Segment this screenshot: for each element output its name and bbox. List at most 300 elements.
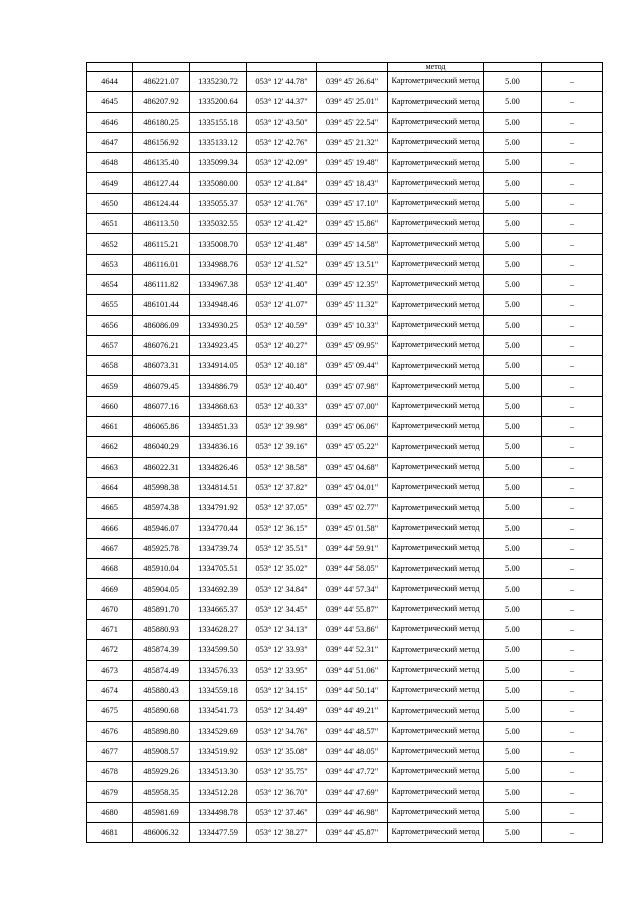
cell-longitude: 039° 45' 26.64" bbox=[317, 72, 388, 92]
cell-note: – bbox=[542, 173, 603, 193]
cell-y-coordinate: 1334923.45 bbox=[190, 335, 247, 355]
cell-note: – bbox=[542, 132, 603, 152]
coordinates-sheet bbox=[86, 62, 603, 843]
cell-note: – bbox=[542, 335, 603, 355]
cell-accuracy: 5.00 bbox=[484, 822, 542, 842]
cell-note: – bbox=[542, 741, 603, 761]
cell-note: – bbox=[542, 295, 603, 315]
table-row bbox=[87, 518, 603, 538]
cell-longitude: 039° 45' 14.58" bbox=[317, 234, 388, 254]
cell-longitude: 039° 45' 17.10" bbox=[317, 193, 388, 213]
table-row bbox=[87, 498, 603, 518]
cell-note: – bbox=[542, 538, 603, 558]
cell-method: Картометрический метод bbox=[388, 132, 484, 152]
cell-accuracy: 5.00 bbox=[484, 741, 542, 761]
cell-latitude: 053° 12' 40.18" bbox=[247, 356, 317, 376]
cell-x-coordinate: 485880.93 bbox=[133, 620, 190, 640]
cell-latitude: 053° 12' 34.49" bbox=[247, 701, 317, 721]
cell-method: Картометрический метод bbox=[388, 579, 484, 599]
cell-latitude: 053° 12' 34.84" bbox=[247, 579, 317, 599]
table-body bbox=[87, 63, 603, 843]
cell-method: Картометрический метод bbox=[388, 721, 484, 741]
cell-latitude: 053° 12' 34.76" bbox=[247, 721, 317, 741]
cell-x-coordinate: 486221.07 bbox=[133, 72, 190, 92]
cell-point-number: 4651 bbox=[87, 214, 133, 234]
cell-point-number: 4654 bbox=[87, 274, 133, 294]
cell-y-coordinate: 1334967.38 bbox=[190, 274, 247, 294]
cell-method: Картометрический метод bbox=[388, 417, 484, 437]
cell-y-coordinate: 1334988.76 bbox=[190, 254, 247, 274]
cell-accuracy: 5.00 bbox=[484, 437, 542, 457]
table-row bbox=[87, 132, 603, 152]
table-row bbox=[87, 741, 603, 761]
cell-point-number: 4657 bbox=[87, 335, 133, 355]
cell-longitude: 039° 44' 52.31" bbox=[317, 640, 388, 660]
cell-note: – bbox=[542, 640, 603, 660]
cell-latitude: 053° 12' 43.50" bbox=[247, 112, 317, 132]
cell-method: Картометрический метод bbox=[388, 214, 484, 234]
cell-point-number: 4648 bbox=[87, 153, 133, 173]
cell-y-coordinate: 1334477.59 bbox=[190, 822, 247, 842]
cell-accuracy: 5.00 bbox=[484, 518, 542, 538]
cell-latitude: 053° 12' 41.07" bbox=[247, 295, 317, 315]
table-row bbox=[87, 335, 603, 355]
cell-longitude: 039° 44' 53.86" bbox=[317, 620, 388, 640]
cell-longitude: 039° 45' 02.77" bbox=[317, 498, 388, 518]
cell-method: Картометрический метод bbox=[388, 620, 484, 640]
cell-longitude: 039° 44' 49.21" bbox=[317, 701, 388, 721]
table-row bbox=[87, 721, 603, 741]
cell-method: Картометрический метод bbox=[388, 640, 484, 660]
table-row bbox=[87, 254, 603, 274]
cell-x-coordinate: 486156.92 bbox=[133, 132, 190, 152]
table-row bbox=[87, 72, 603, 92]
cell-point-number: 4652 bbox=[87, 234, 133, 254]
coordinates-table bbox=[86, 62, 603, 843]
table-row bbox=[87, 802, 603, 822]
cell-method: Картометрический метод bbox=[388, 437, 484, 457]
cell-longitude: 039° 45' 25.01" bbox=[317, 92, 388, 112]
cell-accuracy: 5.00 bbox=[484, 112, 542, 132]
cell-point-number: 4673 bbox=[87, 660, 133, 680]
cell-latitude: 053° 12' 41.84" bbox=[247, 173, 317, 193]
cell-x-coordinate: 486073.31 bbox=[133, 356, 190, 376]
cell-longitude: 039° 45' 19.48" bbox=[317, 153, 388, 173]
table-row bbox=[87, 680, 603, 700]
cell-note: – bbox=[542, 376, 603, 396]
cell-accuracy: 5.00 bbox=[484, 417, 542, 437]
table-row bbox=[87, 356, 603, 376]
cell-latitude: 053° 12' 41.48" bbox=[247, 234, 317, 254]
cell-note: – bbox=[542, 721, 603, 741]
cell-accuracy: 5.00 bbox=[484, 72, 542, 92]
cell-y-coordinate: 1334529.69 bbox=[190, 721, 247, 741]
cell-note: – bbox=[542, 234, 603, 254]
cell-x-coordinate: 486040.29 bbox=[133, 437, 190, 457]
cell-accuracy: 5.00 bbox=[484, 315, 542, 335]
table-row bbox=[87, 457, 603, 477]
cell-note: – bbox=[542, 559, 603, 579]
cell-point-number: 4655 bbox=[87, 295, 133, 315]
cell-method: Картометрический метод bbox=[388, 356, 484, 376]
cell-point-number: 4659 bbox=[87, 376, 133, 396]
cell-x-coordinate: 485958.35 bbox=[133, 782, 190, 802]
cell-y-coordinate: 1334692.39 bbox=[190, 579, 247, 599]
cell-point-number: 4675 bbox=[87, 701, 133, 721]
cell-accuracy: 5.00 bbox=[484, 599, 542, 619]
cell-y-coordinate: 1334868.63 bbox=[190, 396, 247, 416]
continued-row bbox=[87, 63, 603, 72]
cell-latitude: 053° 12' 33.95" bbox=[247, 660, 317, 680]
cell-longitude: 039° 45' 04.68" bbox=[317, 457, 388, 477]
table-row bbox=[87, 822, 603, 842]
cell-x-coordinate: 486006.32 bbox=[133, 822, 190, 842]
cell-latitude: 053° 12' 38.27" bbox=[247, 822, 317, 842]
cell-note: – bbox=[542, 762, 603, 782]
cell-x-coordinate: 485890.68 bbox=[133, 701, 190, 721]
cell-x-coordinate: 486076.21 bbox=[133, 335, 190, 355]
cell-method: Картометрический метод bbox=[388, 802, 484, 822]
cell-x-coordinate: 485891.70 bbox=[133, 599, 190, 619]
cell-latitude: 053° 12' 40.33" bbox=[247, 396, 317, 416]
cell-point-number: 4656 bbox=[87, 315, 133, 335]
cell-y-coordinate: 1334914.05 bbox=[190, 356, 247, 376]
cell-y-coordinate: 1334851.33 bbox=[190, 417, 247, 437]
cell-accuracy: 5.00 bbox=[484, 559, 542, 579]
cell-empty bbox=[542, 63, 603, 72]
table-row bbox=[87, 559, 603, 579]
cell-empty bbox=[190, 63, 247, 72]
cell-longitude: 039° 45' 21.32" bbox=[317, 132, 388, 152]
cell-x-coordinate: 485908.57 bbox=[133, 741, 190, 761]
cell-accuracy: 5.00 bbox=[484, 680, 542, 700]
cell-accuracy: 5.00 bbox=[484, 660, 542, 680]
cell-note: – bbox=[542, 701, 603, 721]
table-row bbox=[87, 417, 603, 437]
cell-latitude: 053° 12' 33.93" bbox=[247, 640, 317, 660]
cell-method: Картометрический метод bbox=[388, 92, 484, 112]
cell-longitude: 039° 44' 46.98" bbox=[317, 802, 388, 822]
table-row bbox=[87, 193, 603, 213]
table-row bbox=[87, 477, 603, 497]
cell-y-coordinate: 1334948.46 bbox=[190, 295, 247, 315]
cell-y-coordinate: 1335133.12 bbox=[190, 132, 247, 152]
table-row bbox=[87, 173, 603, 193]
cell-x-coordinate: 485898.80 bbox=[133, 721, 190, 741]
cell-latitude: 053° 12' 35.51" bbox=[247, 538, 317, 558]
cell-x-coordinate: 486065.86 bbox=[133, 417, 190, 437]
cell-longitude: 039° 45' 10.33" bbox=[317, 315, 388, 335]
cell-accuracy: 5.00 bbox=[484, 396, 542, 416]
cell-y-coordinate: 1334665.37 bbox=[190, 599, 247, 619]
cell-latitude: 053° 12' 41.76" bbox=[247, 193, 317, 213]
cell-point-number: 4669 bbox=[87, 579, 133, 599]
cell-note: – bbox=[542, 599, 603, 619]
cell-x-coordinate: 486101.44 bbox=[133, 295, 190, 315]
table-row bbox=[87, 620, 603, 640]
cell-x-coordinate: 486113.50 bbox=[133, 214, 190, 234]
cell-note: – bbox=[542, 579, 603, 599]
table-row bbox=[87, 92, 603, 112]
cell-longitude: 039° 45' 11.32" bbox=[317, 295, 388, 315]
cell-latitude: 053° 12' 34.45" bbox=[247, 599, 317, 619]
cell-x-coordinate: 486077.16 bbox=[133, 396, 190, 416]
cell-note: – bbox=[542, 518, 603, 538]
cell-note: – bbox=[542, 214, 603, 234]
cell-accuracy: 5.00 bbox=[484, 477, 542, 497]
cell-note: – bbox=[542, 477, 603, 497]
cell-y-coordinate: 1335055.37 bbox=[190, 193, 247, 213]
cell-note: – bbox=[542, 680, 603, 700]
cell-point-number: 4658 bbox=[87, 356, 133, 376]
cell-latitude: 053° 12' 34.15" bbox=[247, 680, 317, 700]
cell-method: Картометрический метод bbox=[388, 335, 484, 355]
cell-y-coordinate: 1334519.92 bbox=[190, 741, 247, 761]
cell-latitude: 053° 12' 40.27" bbox=[247, 335, 317, 355]
cell-point-number: 4681 bbox=[87, 822, 133, 842]
cell-x-coordinate: 486079.45 bbox=[133, 376, 190, 396]
cell-note: – bbox=[542, 274, 603, 294]
cell-method-continued: метод bbox=[388, 63, 484, 72]
cell-accuracy: 5.00 bbox=[484, 356, 542, 376]
cell-method: Картометрический метод bbox=[388, 599, 484, 619]
cell-empty bbox=[317, 63, 388, 72]
cell-x-coordinate: 485974.38 bbox=[133, 498, 190, 518]
cell-latitude: 053° 12' 44.37" bbox=[247, 92, 317, 112]
cell-x-coordinate: 485981.69 bbox=[133, 802, 190, 822]
table-row bbox=[87, 437, 603, 457]
cell-point-number: 4680 bbox=[87, 802, 133, 822]
cell-method: Картометрический метод bbox=[388, 477, 484, 497]
cell-point-number: 4668 bbox=[87, 559, 133, 579]
cell-x-coordinate: 486111.82 bbox=[133, 274, 190, 294]
cell-method: Картометрический метод bbox=[388, 72, 484, 92]
cell-method: Картометрический метод bbox=[388, 762, 484, 782]
cell-y-coordinate: 1334930.25 bbox=[190, 315, 247, 335]
cell-accuracy: 5.00 bbox=[484, 234, 542, 254]
cell-note: – bbox=[542, 315, 603, 335]
cell-y-coordinate: 1334541.73 bbox=[190, 701, 247, 721]
cell-x-coordinate: 485998.38 bbox=[133, 477, 190, 497]
cell-longitude: 039° 44' 47.72" bbox=[317, 762, 388, 782]
table-row bbox=[87, 153, 603, 173]
cell-accuracy: 5.00 bbox=[484, 193, 542, 213]
cell-longitude: 039° 45' 06.06" bbox=[317, 417, 388, 437]
table-row bbox=[87, 579, 603, 599]
cell-x-coordinate: 485874.39 bbox=[133, 640, 190, 660]
cell-point-number: 4674 bbox=[87, 680, 133, 700]
cell-point-number: 4663 bbox=[87, 457, 133, 477]
cell-method: Картометрический метод bbox=[388, 701, 484, 721]
cell-accuracy: 5.00 bbox=[484, 254, 542, 274]
cell-method: Картометрический метод bbox=[388, 153, 484, 173]
cell-longitude: 039° 45' 09.95" bbox=[317, 335, 388, 355]
cell-method: Картометрический метод bbox=[388, 396, 484, 416]
cell-latitude: 053° 12' 36.70" bbox=[247, 782, 317, 802]
cell-x-coordinate: 486135.40 bbox=[133, 153, 190, 173]
table-row bbox=[87, 762, 603, 782]
cell-longitude: 039° 45' 13.51" bbox=[317, 254, 388, 274]
cell-longitude: 039° 45' 07.00" bbox=[317, 396, 388, 416]
cell-point-number: 4671 bbox=[87, 620, 133, 640]
cell-y-coordinate: 1335230.72 bbox=[190, 72, 247, 92]
cell-x-coordinate: 486115.21 bbox=[133, 234, 190, 254]
cell-latitude: 053° 12' 37.82" bbox=[247, 477, 317, 497]
cell-method: Картометрический метод bbox=[388, 538, 484, 558]
cell-note: – bbox=[542, 254, 603, 274]
cell-x-coordinate: 485880.43 bbox=[133, 680, 190, 700]
cell-accuracy: 5.00 bbox=[484, 274, 542, 294]
cell-method: Картометрический метод bbox=[388, 660, 484, 680]
cell-x-coordinate: 485929.26 bbox=[133, 762, 190, 782]
cell-longitude: 039° 44' 55.87" bbox=[317, 599, 388, 619]
cell-empty bbox=[484, 63, 542, 72]
cell-method: Картометрический метод bbox=[388, 274, 484, 294]
cell-x-coordinate: 485874.49 bbox=[133, 660, 190, 680]
cell-y-coordinate: 1334513.30 bbox=[190, 762, 247, 782]
table-row bbox=[87, 396, 603, 416]
cell-latitude: 053° 12' 35.02" bbox=[247, 559, 317, 579]
table-row bbox=[87, 234, 603, 254]
cell-y-coordinate: 1335032.55 bbox=[190, 214, 247, 234]
cell-method: Картометрический метод bbox=[388, 559, 484, 579]
cell-longitude: 039° 44' 50.14" bbox=[317, 680, 388, 700]
cell-method: Картометрический метод bbox=[388, 112, 484, 132]
cell-latitude: 053° 12' 36.15" bbox=[247, 518, 317, 538]
cell-y-coordinate: 1335080.00 bbox=[190, 173, 247, 193]
cell-method: Картометрический метод bbox=[388, 457, 484, 477]
cell-note: – bbox=[542, 193, 603, 213]
cell-y-coordinate: 1334770.44 bbox=[190, 518, 247, 538]
cell-x-coordinate: 485910.04 bbox=[133, 559, 190, 579]
table-row bbox=[87, 782, 603, 802]
cell-y-coordinate: 1334705.51 bbox=[190, 559, 247, 579]
cell-method: Картометрический метод bbox=[388, 376, 484, 396]
table-row bbox=[87, 295, 603, 315]
cell-point-number: 4664 bbox=[87, 477, 133, 497]
cell-accuracy: 5.00 bbox=[484, 132, 542, 152]
cell-x-coordinate: 486022.31 bbox=[133, 457, 190, 477]
cell-longitude: 039° 44' 51.06" bbox=[317, 660, 388, 680]
cell-note: – bbox=[542, 356, 603, 376]
cell-note: – bbox=[542, 802, 603, 822]
cell-note: – bbox=[542, 153, 603, 173]
cell-accuracy: 5.00 bbox=[484, 579, 542, 599]
cell-x-coordinate: 486127.44 bbox=[133, 173, 190, 193]
cell-point-number: 4649 bbox=[87, 173, 133, 193]
cell-point-number: 4670 bbox=[87, 599, 133, 619]
cell-longitude: 039° 44' 45.87" bbox=[317, 822, 388, 842]
cell-latitude: 053° 12' 39.16" bbox=[247, 437, 317, 457]
cell-method: Картометрический метод bbox=[388, 234, 484, 254]
cell-note: – bbox=[542, 72, 603, 92]
cell-longitude: 039° 44' 57.34" bbox=[317, 579, 388, 599]
cell-latitude: 053° 12' 35.08" bbox=[247, 741, 317, 761]
cell-accuracy: 5.00 bbox=[484, 173, 542, 193]
cell-longitude: 039° 45' 07.98" bbox=[317, 376, 388, 396]
cell-method: Картометрический метод bbox=[388, 680, 484, 700]
cell-y-coordinate: 1334512.28 bbox=[190, 782, 247, 802]
cell-y-coordinate: 1334576.33 bbox=[190, 660, 247, 680]
cell-y-coordinate: 1335008.70 bbox=[190, 234, 247, 254]
cell-accuracy: 5.00 bbox=[484, 538, 542, 558]
cell-accuracy: 5.00 bbox=[484, 498, 542, 518]
cell-point-number: 4660 bbox=[87, 396, 133, 416]
cell-longitude: 039° 45' 15.86" bbox=[317, 214, 388, 234]
cell-y-coordinate: 1334836.16 bbox=[190, 437, 247, 457]
cell-method: Картометрический метод bbox=[388, 315, 484, 335]
cell-point-number: 4662 bbox=[87, 437, 133, 457]
cell-y-coordinate: 1334628.27 bbox=[190, 620, 247, 640]
cell-latitude: 053° 12' 39.98" bbox=[247, 417, 317, 437]
cell-x-coordinate: 485904.05 bbox=[133, 579, 190, 599]
cell-longitude: 039° 44' 47.69" bbox=[317, 782, 388, 802]
cell-latitude: 053° 12' 37.46" bbox=[247, 802, 317, 822]
cell-y-coordinate: 1335155.18 bbox=[190, 112, 247, 132]
cell-y-coordinate: 1334559.18 bbox=[190, 680, 247, 700]
cell-method: Картометрический метод bbox=[388, 518, 484, 538]
cell-x-coordinate: 485946.07 bbox=[133, 518, 190, 538]
table-row bbox=[87, 701, 603, 721]
cell-latitude: 053° 12' 38.58" bbox=[247, 457, 317, 477]
cell-longitude: 039° 44' 59.91" bbox=[317, 538, 388, 558]
cell-accuracy: 5.00 bbox=[484, 701, 542, 721]
cell-point-number: 4647 bbox=[87, 132, 133, 152]
cell-latitude: 053° 12' 35.75" bbox=[247, 762, 317, 782]
cell-y-coordinate: 1334886.79 bbox=[190, 376, 247, 396]
cell-point-number: 4644 bbox=[87, 72, 133, 92]
cell-method: Картометрический метод bbox=[388, 822, 484, 842]
cell-point-number: 4653 bbox=[87, 254, 133, 274]
cell-latitude: 053° 12' 42.09" bbox=[247, 153, 317, 173]
cell-accuracy: 5.00 bbox=[484, 457, 542, 477]
cell-note: – bbox=[542, 822, 603, 842]
cell-point-number: 4676 bbox=[87, 721, 133, 741]
cell-note: – bbox=[542, 92, 603, 112]
cell-method: Картометрический метод bbox=[388, 173, 484, 193]
cell-x-coordinate: 485925.78 bbox=[133, 538, 190, 558]
cell-empty bbox=[133, 63, 190, 72]
cell-note: – bbox=[542, 782, 603, 802]
cell-note: – bbox=[542, 112, 603, 132]
cell-accuracy: 5.00 bbox=[484, 762, 542, 782]
cell-y-coordinate: 1334791.92 bbox=[190, 498, 247, 518]
cell-longitude: 039° 45' 04.01" bbox=[317, 477, 388, 497]
cell-latitude: 053° 12' 41.52" bbox=[247, 254, 317, 274]
cell-method: Картометрический метод bbox=[388, 741, 484, 761]
cell-latitude: 053° 12' 41.42" bbox=[247, 214, 317, 234]
table-row bbox=[87, 660, 603, 680]
cell-empty bbox=[87, 63, 133, 72]
cell-latitude: 053° 12' 42.76" bbox=[247, 132, 317, 152]
cell-latitude: 053° 12' 37.05" bbox=[247, 498, 317, 518]
cell-note: – bbox=[542, 417, 603, 437]
cell-latitude: 053° 12' 34.13" bbox=[247, 620, 317, 640]
cell-y-coordinate: 1334814.51 bbox=[190, 477, 247, 497]
cell-accuracy: 5.00 bbox=[484, 640, 542, 660]
cell-latitude: 053° 12' 40.40" bbox=[247, 376, 317, 396]
cell-longitude: 039° 44' 48.05" bbox=[317, 741, 388, 761]
cell-latitude: 053° 12' 41.40" bbox=[247, 274, 317, 294]
cell-y-coordinate: 1334826.46 bbox=[190, 457, 247, 477]
cell-point-number: 4661 bbox=[87, 417, 133, 437]
cell-accuracy: 5.00 bbox=[484, 721, 542, 741]
cell-x-coordinate: 486180.25 bbox=[133, 112, 190, 132]
cell-accuracy: 5.00 bbox=[484, 153, 542, 173]
cell-x-coordinate: 486086.09 bbox=[133, 315, 190, 335]
cell-y-coordinate: 1334739.74 bbox=[190, 538, 247, 558]
cell-latitude: 053° 12' 40.59" bbox=[247, 315, 317, 335]
